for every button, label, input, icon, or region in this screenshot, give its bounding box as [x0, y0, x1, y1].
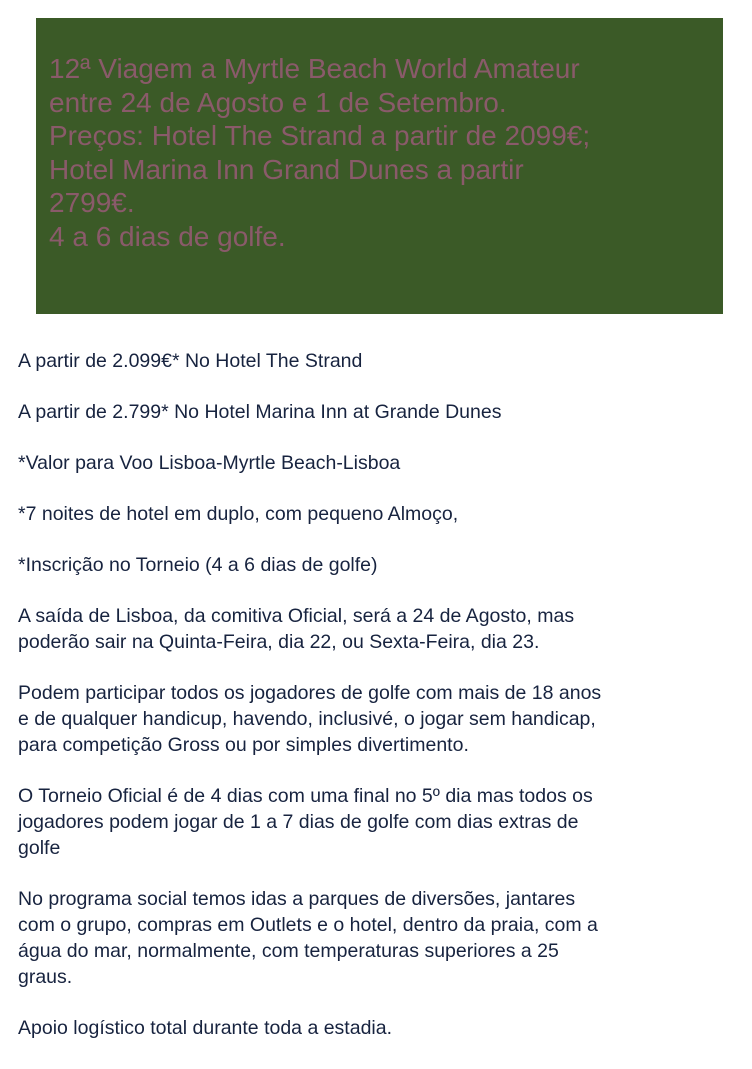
participation-line: e de qualquer handicup, havendo, inclusivé, o jogar sem handicap,: [18, 708, 596, 730]
social-program-line: água do mar, normalmente, com temperaturas superiores a 25: [18, 940, 559, 962]
banner-price-marina: Hotel Marina Inn Grand Dunes a partir: [49, 153, 524, 185]
banner-dates: entre 24 de Agosto e 1 de Setembro.: [49, 86, 507, 118]
tournament-entry-note: *Inscrição no Torneio (4 a 6 dias de golfe): [18, 554, 378, 576]
social-program-paragraph: [18, 886, 738, 990]
banner-price-marina-value: 2799€.: [49, 187, 135, 218]
participation-line: para competição Gross ou por simples divertimento.: [18, 734, 469, 756]
logistics-paragraph: Apoio logístico total durante toda a estadia.: [18, 1017, 393, 1039]
banner-title: 12ª Viagem a Myrtle Beach World Amateur: [49, 53, 580, 84]
tournament-line: O Torneio Oficial é de 4 dias com uma final no 5º dia mas todos os: [18, 785, 593, 807]
departure-line: poderão sair na Quinta-Feira, dia 22, ou Sexta-Feira, dia 23.: [18, 631, 540, 653]
tournament-line: jogadores podem jogar de 1 a 7 dias de golfe com dias extras de: [18, 811, 579, 833]
social-program-line: com o grupo, compras em Outlets e o hotel, dentro da praia, com a: [18, 914, 598, 936]
tournament-line: golfe: [18, 837, 61, 859]
participation-line: Podem participar todos os jogadores de golfe com mais de 18 anos: [18, 682, 602, 704]
price-marina-paragraph: A partir de 2.799* No Hotel Marina Inn at Grande Dunes: [18, 401, 502, 423]
hotel-nights-note: *7 noites de hotel em duplo, com pequeno Almoço,: [18, 503, 459, 525]
price-strand-paragraph: A partir de 2.099€* No Hotel The Strand: [18, 350, 363, 372]
departure-line: A saída de Lisboa, da comitiva Oficial, será a 24 de Agosto, mas: [18, 605, 575, 627]
tournament-paragraph: [18, 783, 738, 861]
social-program-line: No programa social temos idas a parques de diversões, jantares: [18, 888, 576, 910]
departure-paragraph: [18, 603, 738, 655]
banner-price-strand: Preços: Hotel The Strand a partir de 2099€;: [49, 120, 591, 151]
promo-banner: [36, 18, 723, 314]
article-body: [18, 348, 738, 1066]
social-program-line: graus.: [18, 966, 73, 988]
participation-paragraph: [18, 680, 738, 758]
banner-golf-days: 4 a 6 dias de golfe.: [49, 220, 286, 252]
flight-note: *Valor para Voo Lisboa-Myrtle Beach-Lisboa: [18, 452, 401, 474]
